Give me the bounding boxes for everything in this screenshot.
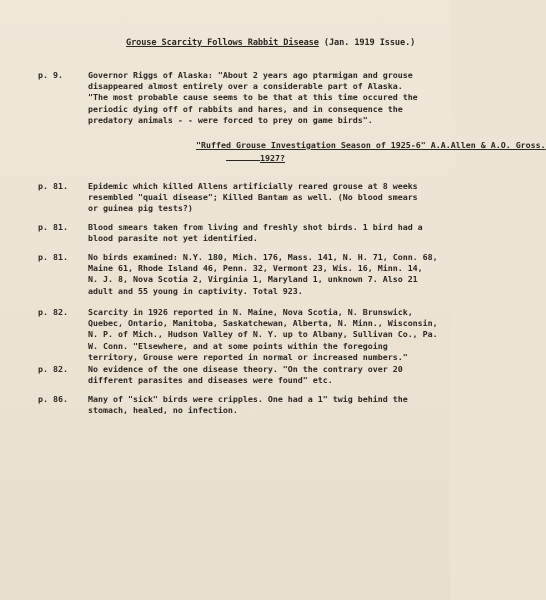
entry-line: No evidence of the one disease theory. "On the contrary over 20 xyxy=(88,364,403,374)
entry-text xyxy=(88,181,448,215)
page-ref: p. 81. xyxy=(38,181,68,191)
entry-text xyxy=(88,364,448,386)
heading-title: Grouse Scarcity Follows Rabbit Disease xyxy=(126,38,319,48)
entry-line: disappeared almost entirely over a considerable part of Alaska. xyxy=(88,81,403,92)
document-heading xyxy=(126,38,415,48)
entry-line: Governor Riggs of Alaska: "About 2 years ago ptarmigan and grouse xyxy=(88,70,413,80)
entry-line: or guinea pig tests?) xyxy=(88,203,193,214)
entry-line: resembled "quail disease"; Killed Bantam as well. (No blood smears xyxy=(88,192,418,203)
entry-line: territory, Grouse were reported in normal or increased numbers." xyxy=(88,351,408,362)
entry-line: predatory animals - - were forced to prey on game birds". xyxy=(88,114,373,125)
entry-text xyxy=(88,222,448,244)
entry-line: different parasites and diseases were found" etc. xyxy=(88,375,333,386)
blank-underline xyxy=(226,152,260,161)
entry-text xyxy=(88,394,448,416)
entry-line: Scarcity in 1926 reported in N. Maine, Nova Scotia, N. Brunswick, xyxy=(88,307,413,317)
entry-line: No birds examined: N.Y. 180, Mich. 176, Mass. 141, N. H. 71, Conn. 68, xyxy=(88,252,438,262)
entry-line: periodic dying off of rabbits and hares, and in consequence the xyxy=(88,103,403,114)
entry-line: Maine 61, Rhode Island 46, Penn. 32, Vermont 23, Wis. 16, Minn. 14, xyxy=(88,263,423,274)
subheading-year: 1927? xyxy=(260,152,285,163)
entry-line: "The most probable cause seems to be that at this time occured the xyxy=(88,92,418,103)
page-ref: p. 9. xyxy=(38,70,63,80)
entry-line: N. J. 8, Nova Scotia 2, Virginia 1, Maryland 1, unknown 7. Also 21 xyxy=(88,274,418,285)
entry-line: Blood smears taken from living and freshly shot birds. 1 bird had a xyxy=(88,222,423,232)
page-ref: p. 81. xyxy=(38,252,68,262)
entry-line: adult and 55 young in captivity. Total 923. xyxy=(88,285,303,296)
entry-text xyxy=(88,307,448,363)
entry-line: blood parasite not yet identified. xyxy=(88,233,258,244)
subheading-title: "Ruffed Grouse Investigation Season of 1925-6" A.A.Allen & A.O. Gross. xyxy=(196,140,546,150)
entry-line: W. Conn. "Elsewhere, and at some points within the foregoing xyxy=(88,340,388,351)
page-ref: p. 81. xyxy=(38,222,68,232)
source-subheading xyxy=(196,140,546,164)
entry-line: N. P. of Mich., Hudson Valley of N. Y. up to Albany, Sullivan Co., Pa. xyxy=(88,329,438,340)
page-ref: p. 82. xyxy=(38,307,68,317)
entry-line: Epidemic which killed Allens artificially reared grouse at 8 weeks xyxy=(88,181,418,191)
page-ref: p. 86. xyxy=(38,394,68,404)
page-ref: p. 82. xyxy=(38,364,68,374)
heading-issue: (Jan. 1919 Issue.) xyxy=(323,38,416,48)
entry-line: Quebec, Ontario, Manitoba, Saskatchewan, Alberta, N. Minn., Wisconsin, xyxy=(88,318,438,329)
entry-line: Many of "sick" birds were cripples. One had a 1" twig behind the xyxy=(88,394,408,404)
entry-text xyxy=(88,252,448,297)
entry-text xyxy=(88,70,448,126)
entry-line: stomach, healed, no infection. xyxy=(88,405,238,416)
